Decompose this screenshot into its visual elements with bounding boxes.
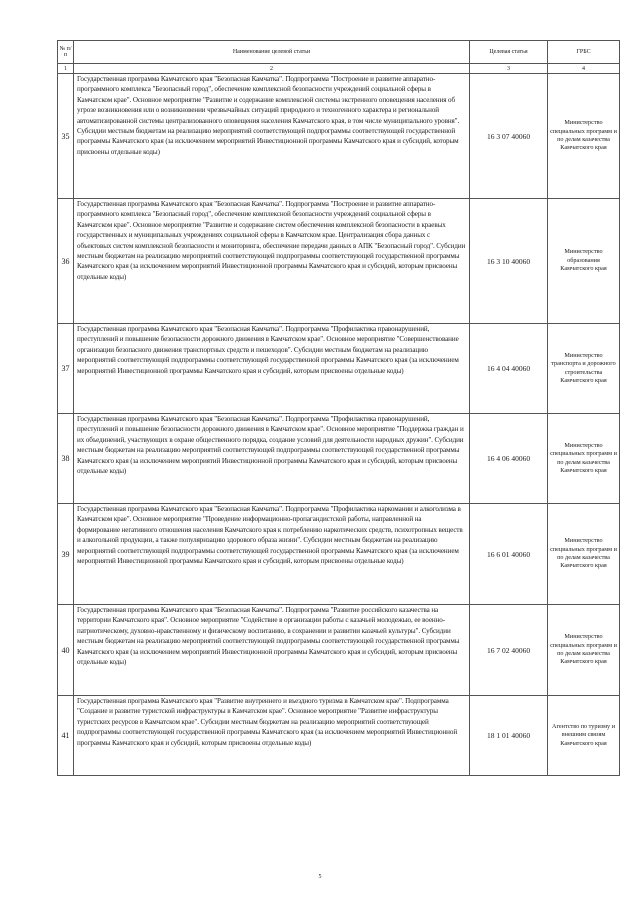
table-row — [58, 696, 620, 776]
column-number: 1 — [58, 64, 74, 74]
article-code: 16 7 02 40060 — [470, 605, 548, 696]
row-number: 37 — [58, 324, 74, 414]
article-code: 18 1 01 40060 — [470, 696, 548, 776]
column-number: 2 — [74, 64, 470, 74]
article-code: 16 3 10 40060 — [470, 199, 548, 324]
grbs-name: Министерство транспорта и дорожного строительства Камчатского края — [548, 324, 620, 414]
table-row — [58, 504, 620, 605]
header-name: Наименование целевой статьи — [74, 41, 470, 64]
grbs-name: Агентство по туризму и внешним связям Камчатского края — [548, 696, 620, 776]
article-code: 16 6 01 40060 — [470, 504, 548, 605]
column-number: 3 — [470, 64, 548, 74]
article-code: 16 4 04 40060 — [470, 324, 548, 414]
article-name: Государственная программа Камчатского края "Безопасная Камчатка". Подпрограмма "Построение и развитие аппаратно-программного комплекса "Безопасный город", обеспечение комплексной безопасности учреждений социальной сферы в Камчатском крае". Основное мероприятие "Развитие и содержание комплексной системы экстренного оповещения населения об угрозе возникновения или о возникновении чрезвычайных ситуаций природного и техногенного характера и региональной автоматизированной системы централизованного оповещения населения Камчатского края, в том числе муниципального уровня". Субсидии местным бюджетам на реализацию мероприятий соответствующей подпрограммы соответствующей государственной программы Камчатского края (за исключением мероприятий Инвестиционной программы Камчатского края и субсидий, которым присвоены отдельные коды) — [74, 74, 470, 199]
article-name: Государственная программа Камчатского края "Безопасная Камчатка". Подпрограмма "Построение и развитие аппаратно-программного комплекса "Безопасный город", обеспечение комплексной безопасности учреждений социальной сферы в Камчатском крае". Основное мероприятие "Развитие и содержание систем обеспечения комплексной безопасности в краевых государственных и муниципальных учреждениях социальной сферы в Камчатском крае. Централизация сбора данных с объектовых систем комплексной безопасности и мониторинга, обеспечение передачи данных в АПК "Безопасный город". Субсидии местным бюджетам на реализацию мероприятий соответствующей подпрограммы соответствующей государственной программы Камчатского края (за исключением мероприятий Инвестиционной программы Камчатского края и субсидий, которым присвоены отдельные коды) — [74, 199, 470, 324]
article-code: 16 4 06 40060 — [470, 414, 548, 504]
grbs-name: Министерство специальных программ и по делам казачества Камчатского края — [548, 504, 620, 605]
table-row — [58, 324, 620, 414]
article-name: Государственная программа Камчатского края "Безопасная Камчатка". Подпрограмма "Профилактика наркомании и алкоголизма в Камчатском крае". Основное мероприятие "Проведение информационно-пропагандистской работы, направленной на формирование негативного отношения населения Камчатского края к потреблению наркотических средств, психотропных веществ и алкогольной продукции, а также популяризацию здорового образа жизни". Субсидии местным бюджетам на реализацию мероприятий соответствующей подпрограммы соответствующей государственной программы Камчатского края (за исключением мероприятий Инвестиционной программы Камчатского края и субсидий, которым присвоены отдельные коды) — [74, 504, 470, 605]
header-num: № п/п — [58, 41, 74, 64]
table-header-row — [58, 41, 620, 64]
article-name: Государственная программа Камчатского края "Развитие внутреннего и въездного туризма в Камчатском крае". Подпрограмма "Создание и развитие туристской инфраструктуры в Камчатском крае". Основное мероприятие "Развитие инфраструктуры туристских ресурсов в Камчатском крае". Субсидии местным бюджетам на реализацию мероприятий соответствующей подпрограммы соответствующей государственной программы Камчатского края (за исключением мероприятий Инвестиционной программы Камчатского края и субсидий, которым присвоены отдельные коды) — [74, 696, 470, 776]
article-name: Государственная программа Камчатского края "Безопасная Камчатка". Подпрограмма "Развитие российского казачества на территории Камчатского края". Основное мероприятие "Содействие в организации работы с казачьей молодежью, ее военно-патриотическому, духовно-нравственному и физическому воспитанию, в сохранении и развитии казачьей культуры". Субсидии местным бюджетам на реализацию мероприятий соответствующей подпрограммы соответствующей государственной программы Камчатского края (за исключением мероприятий Инвестиционной программы Камчатского края и субсидий, которым присвоены отдельные коды) — [74, 605, 470, 696]
page-number: 5 — [318, 874, 322, 880]
grbs-name: Министерство специальных программ и по делам казачества Камчатского края — [548, 605, 620, 696]
header-grbs: ГРБС — [548, 41, 620, 64]
row-number: 40 — [58, 605, 74, 696]
row-number: 36 — [58, 199, 74, 324]
article-name: Государственная программа Камчатского края "Безопасная Камчатка". Подпрограмма "Профилактика правонарушений, преступлений и повышение безопасности дорожного движения в Камчатском крае". Основное мероприятие "Совершенствование организации безопасного движения транспортных средств и пешеходов". Субсидии местным бюджетам на реализацию мероприятий соответствующей подпрограммы соответствующей государственной программы Камчатского края (за исключением мероприятий Инвестиционной программы Камчатского края и субсидий, которым присвоены отдельные коды) — [74, 324, 470, 414]
column-number: 4 — [548, 64, 620, 74]
row-number: 35 — [58, 74, 74, 199]
column-number-row — [58, 64, 620, 74]
row-number: 38 — [58, 414, 74, 504]
grbs-name: Министерство образования Камчатского края — [548, 199, 620, 324]
row-number: 39 — [58, 504, 74, 605]
table-row — [58, 199, 620, 324]
grbs-name: Министерство специальных программ и по делам казачества Камчатского края — [548, 414, 620, 504]
grbs-name: Министерство специальных программ и по делам казачества Камчатского края — [548, 74, 620, 199]
table-row — [58, 605, 620, 696]
header-code: Целевая статья — [470, 41, 548, 64]
table-row — [58, 414, 620, 504]
target-articles-table — [57, 40, 620, 776]
article-code: 16 3 07 40060 — [470, 74, 548, 199]
table-row — [58, 74, 620, 199]
article-name: Государственная программа Камчатского края "Безопасная Камчатка". Подпрограмма "Профилактика правонарушений, преступлений и повышение безопасности дорожного движения в Камчатском крае". Основное мероприятие "Поддержка граждан и их объединений, участвующих в охране общественного порядка, создание условий для деятельности народных дружин". Субсидии местным бюджетам на реализацию мероприятий соответствующей подпрограммы соответствующей государственной программы Камчатского края (за исключением мероприятий Инвестиционной программы Камчатского края и субсидий, которым присвоены отдельные коды) — [74, 414, 470, 504]
row-number: 41 — [58, 696, 74, 776]
